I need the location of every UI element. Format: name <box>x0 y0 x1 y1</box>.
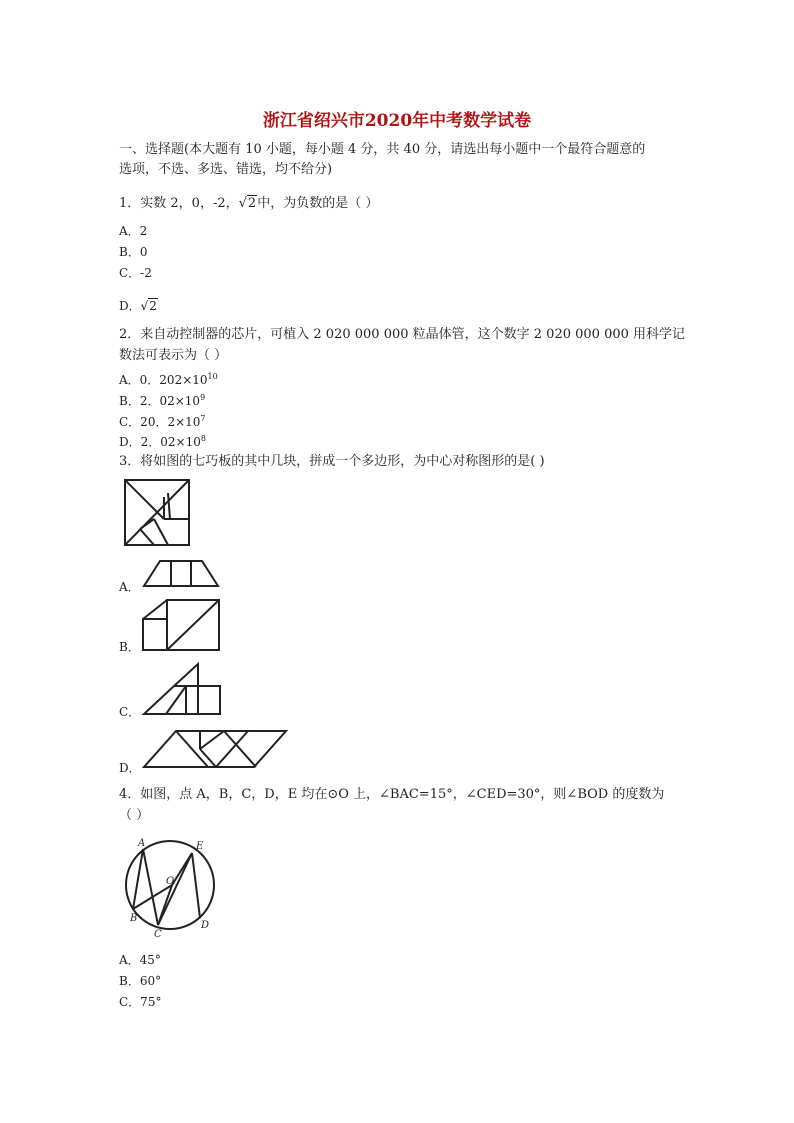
q2-option-c <box>119 410 206 431</box>
q2-option-c-text: C．20．2×10 <box>119 415 201 429</box>
q2-option-a <box>119 368 218 389</box>
q3-stem: 3．将如图的七巧板的其中几块，拼成一个多边形，为中心对称图形的是( ) <box>119 454 545 469</box>
point-label-a: A <box>138 838 146 849</box>
q4-option-a: A．45° <box>119 953 161 967</box>
q2-option-b <box>119 389 205 410</box>
q1-stem-text: 1．实数 2，0，-2， <box>119 196 239 211</box>
q1-stem <box>119 194 378 214</box>
q2-option-a-text: A．0．202×10 <box>119 373 208 387</box>
q1-option-d-label: D． <box>119 299 141 313</box>
section-heading-line1: 一、选择题(本大题有 10 小题，每小题 4 分，共 40 分，请选出每小题中一个最符合题意的 <box>119 142 646 157</box>
q1-option-a: A．2 <box>119 224 148 238</box>
sqrt-symbol: √2 <box>140 299 157 313</box>
q2-stem-line2: 数法可表示为（ ） <box>119 348 228 363</box>
q2-stem-line1: 2．来自动控制器的芯片，可植入 2 020 000 000 粒晶体管，这个数字 2 020 000 000 用科学记 <box>119 327 686 342</box>
q3-option-c-figure <box>140 660 224 718</box>
q1-option-d <box>119 297 158 315</box>
q2-option-d-exp: 8 <box>200 434 206 443</box>
point-label-c: C <box>154 929 162 939</box>
q4-option-b: B．60° <box>119 974 162 988</box>
q4-stem-end: （ ） <box>119 808 150 823</box>
q1-stem-end: 中，为负数的是（ ） <box>257 196 379 211</box>
tangram-figure <box>122 477 192 549</box>
q3-option-b-figure <box>140 597 224 653</box>
q2-option-b-exp: 9 <box>200 393 206 402</box>
point-label-d: D <box>201 920 210 931</box>
section-heading-line2: 选项，不选、多选、错选，均不给分) <box>119 162 333 177</box>
q2-option-d <box>119 430 206 451</box>
q3-option-d-figure <box>140 727 290 771</box>
sqrt-symbol: √2 <box>238 196 257 211</box>
q4-stem: 4．如图，点 A，B，C，D，E 均在⊙O 上，∠BAC=15°，∠CED=30°，则∠BOD 的度数为 <box>119 787 665 802</box>
q2-option-a-exp: 10 <box>207 372 218 381</box>
q3-option-a: A． <box>119 580 140 594</box>
q3-option-b: B． <box>119 640 140 654</box>
q2-option-d-text: D．2．02×10 <box>119 435 201 449</box>
q4-option-c: C．75° <box>119 995 162 1009</box>
q1-option-c: C．-2 <box>119 266 152 280</box>
q2-option-c-exp: 7 <box>200 414 206 423</box>
q1-option-d-radicand: 2 <box>149 299 157 313</box>
point-label-e: E <box>196 841 204 852</box>
page-title: 浙江省绍兴市2020年中考数学试卷 <box>262 111 532 131</box>
q3-option-d: D． <box>119 761 141 775</box>
q2-option-b-text: B．2．02×10 <box>119 394 201 408</box>
q1-option-b: B．0 <box>119 245 148 259</box>
q3-option-c: C． <box>119 705 141 719</box>
circle-figure <box>120 829 220 939</box>
q3-option-a-figure <box>140 557 222 589</box>
point-label-o: O <box>166 876 175 887</box>
q1-radicand: 2 <box>247 196 257 211</box>
point-label-b: B <box>130 913 138 924</box>
